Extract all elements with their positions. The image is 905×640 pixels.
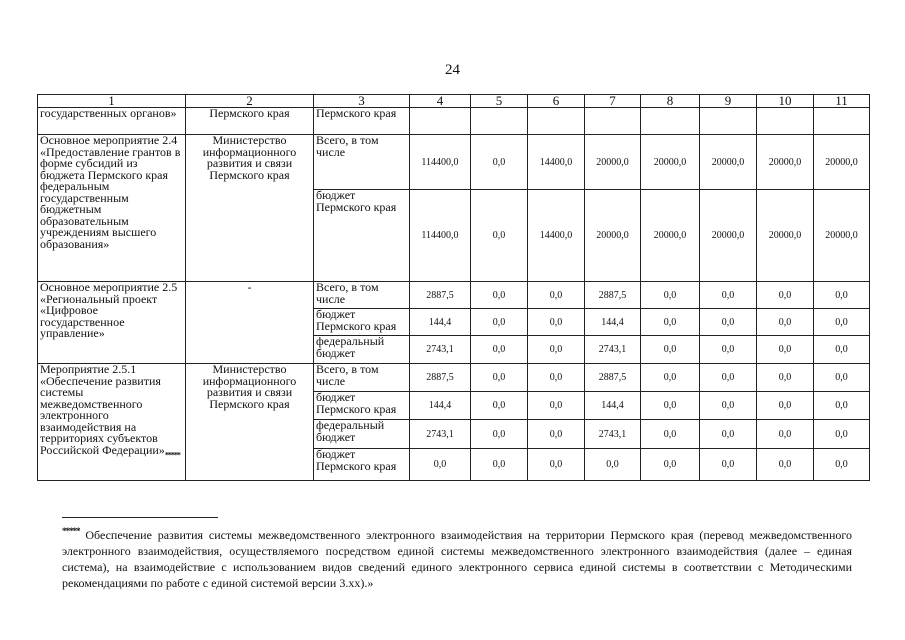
value-cell: 0,0 [814, 309, 870, 336]
column-header: 2 [186, 95, 314, 108]
value-cell: 2743,1 [585, 336, 641, 364]
value-cell: 0,0 [471, 449, 528, 481]
value-cell: 144,4 [410, 309, 471, 336]
value-cell: 0,0 [641, 282, 700, 309]
column-header: 7 [585, 95, 641, 108]
column-header: 1 [38, 95, 186, 108]
table-row [38, 135, 870, 190]
value-cell: 0,0 [528, 336, 585, 364]
footnote-divider [62, 517, 218, 518]
value-cell: 0,0 [814, 392, 870, 420]
value-cell: 0,0 [528, 449, 585, 481]
activity-name-text: Мероприятие 2.5.1 «Обеспечение развития системы межведомственного электронного взаимодействия на территориях субъектов Российской Федерации» [40, 362, 165, 457]
footnote-text: Обеспечение развития системы межведомственного электронного взаимодействия на территории Пермского края (перевод межведомственного электронного взаимодействия, осуществляемого посредством единой системы межведомственного электронного взаимодействия (далее – единая система), на взаимодействие с использованием видов сведений единого электронного сервиса единой системы в соответствии с Методическими рекомендациями по работе с единой системой версии 3.хх).» [62, 528, 853, 590]
value-cell: 2887,5 [410, 364, 471, 392]
column-header: 3 [314, 95, 410, 108]
value-cell: 0,0 [700, 282, 757, 309]
value-cell: 0,0 [471, 420, 528, 449]
value-cell: 0,0 [757, 282, 814, 309]
value-cell: 0,0 [528, 282, 585, 309]
value-cell: 0,0 [641, 420, 700, 449]
value-cell: 0,0 [471, 392, 528, 420]
value-cell: 0,0 [410, 449, 471, 481]
value-cell: 20000,0 [757, 190, 814, 282]
column-header: 8 [641, 95, 700, 108]
value-cell: 0,0 [814, 449, 870, 481]
source-cell: Всего, в том числе [314, 282, 410, 309]
value-cell: 0,0 [641, 336, 700, 364]
value-cell: 0,0 [641, 309, 700, 336]
source-cell: Всего, в том числе [314, 135, 410, 190]
value-cell: 0,0 [471, 135, 528, 190]
activity-name-cell: государственных органов» [38, 108, 186, 135]
value-cell: 2743,1 [410, 420, 471, 449]
value-cell: 0,0 [700, 336, 757, 364]
value-cell: 0,0 [528, 420, 585, 449]
column-header: 10 [757, 95, 814, 108]
budget-table [37, 94, 870, 481]
value-cell: 2887,5 [585, 282, 641, 309]
source-cell: бюджет Пермского края [314, 392, 410, 420]
value-cell: 20000,0 [585, 190, 641, 282]
value-cell: 0,0 [700, 364, 757, 392]
value-cell: 20000,0 [814, 135, 870, 190]
footnote-marker: ***** [62, 526, 80, 536]
value-cell: 0,0 [528, 364, 585, 392]
value-cell: 0,0 [757, 364, 814, 392]
source-cell: Пермского края [314, 108, 410, 135]
value-cell: 144,4 [585, 392, 641, 420]
value-cell: 0,0 [641, 364, 700, 392]
column-header: 4 [410, 95, 471, 108]
activity-name-cell: Основное мероприятие 2.5 «Региональный проект «Цифровое государственное управление» [38, 282, 186, 364]
value-cell: 0,0 [528, 392, 585, 420]
footnote-marker: ***** [164, 449, 180, 459]
activity-name-cell [38, 364, 186, 481]
executor-cell: Пермского края [186, 108, 314, 135]
page-number: 24 [445, 62, 460, 78]
value-cell: 0,0 [585, 449, 641, 481]
value-cell: 20000,0 [700, 190, 757, 282]
value-cell: 0,0 [641, 392, 700, 420]
column-header: 6 [528, 95, 585, 108]
value-cell: 0,0 [757, 392, 814, 420]
value-cell: 14400,0 [528, 135, 585, 190]
value-cell: 0,0 [757, 420, 814, 449]
column-header: 5 [471, 95, 528, 108]
value-cell: 20000,0 [700, 135, 757, 190]
source-cell: федеральный бюджет [314, 420, 410, 449]
value-cell: 0,0 [757, 449, 814, 481]
column-header: 11 [814, 95, 870, 108]
value-cell: 0,0 [700, 309, 757, 336]
value-cell: 0,0 [700, 449, 757, 481]
value-cell: 2743,1 [585, 420, 641, 449]
source-cell: Всего, в том числе [314, 364, 410, 392]
value-cell: 0,0 [528, 309, 585, 336]
table-row [38, 282, 870, 309]
value-cell: 114400,0 [410, 135, 471, 190]
value-cell: 20000,0 [641, 190, 700, 282]
value-cell: 0,0 [700, 392, 757, 420]
table-row [38, 108, 870, 135]
value-cell: 2887,5 [410, 282, 471, 309]
value-cell: 0,0 [471, 309, 528, 336]
value-cell: 0,0 [757, 309, 814, 336]
value-cell: 0,0 [814, 282, 870, 309]
value-cell: 0,0 [700, 420, 757, 449]
value-cell: 20000,0 [585, 135, 641, 190]
value-cell: 0,0 [471, 282, 528, 309]
value-cell: 0,0 [814, 420, 870, 449]
source-cell: бюджет Пермского края [314, 190, 410, 282]
footnote [62, 523, 852, 591]
value-cell: 0,0 [757, 336, 814, 364]
column-header: 9 [700, 95, 757, 108]
value-cell: 14400,0 [528, 190, 585, 282]
value-cell: 144,4 [410, 392, 471, 420]
value-cell: 20000,0 [757, 135, 814, 190]
value-cell: 0,0 [471, 364, 528, 392]
value-cell: 0,0 [471, 336, 528, 364]
value-cell: 114400,0 [410, 190, 471, 282]
table-row [38, 364, 870, 392]
value-cell: 0,0 [814, 364, 870, 392]
value-cell: 0,0 [641, 449, 700, 481]
executor-cell: Министерство информационного развития и связи Пермского края [186, 364, 314, 481]
value-cell: 20000,0 [814, 190, 870, 282]
executor-cell: - [186, 282, 314, 364]
source-cell: бюджет Пермского края [314, 449, 410, 481]
value-cell: 2887,5 [585, 364, 641, 392]
value-cell: 20000,0 [641, 135, 700, 190]
value-cell: 0,0 [814, 336, 870, 364]
value-cell: 0,0 [471, 190, 528, 282]
value-cell: 2743,1 [410, 336, 471, 364]
activity-name-cell: Основное мероприятие 2.4 «Предоставление грантов в форме субсидий из бюджета Пермского края федеральным государственным бюджетным образовательным учреждениям высшего образования» [38, 135, 186, 282]
source-cell: федеральный бюджет [314, 336, 410, 364]
source-cell: бюджет Пермского края [314, 309, 410, 336]
executor-cell: Министерство информационного развития и связи Пермского края [186, 135, 314, 282]
value-cell: 144,4 [585, 309, 641, 336]
